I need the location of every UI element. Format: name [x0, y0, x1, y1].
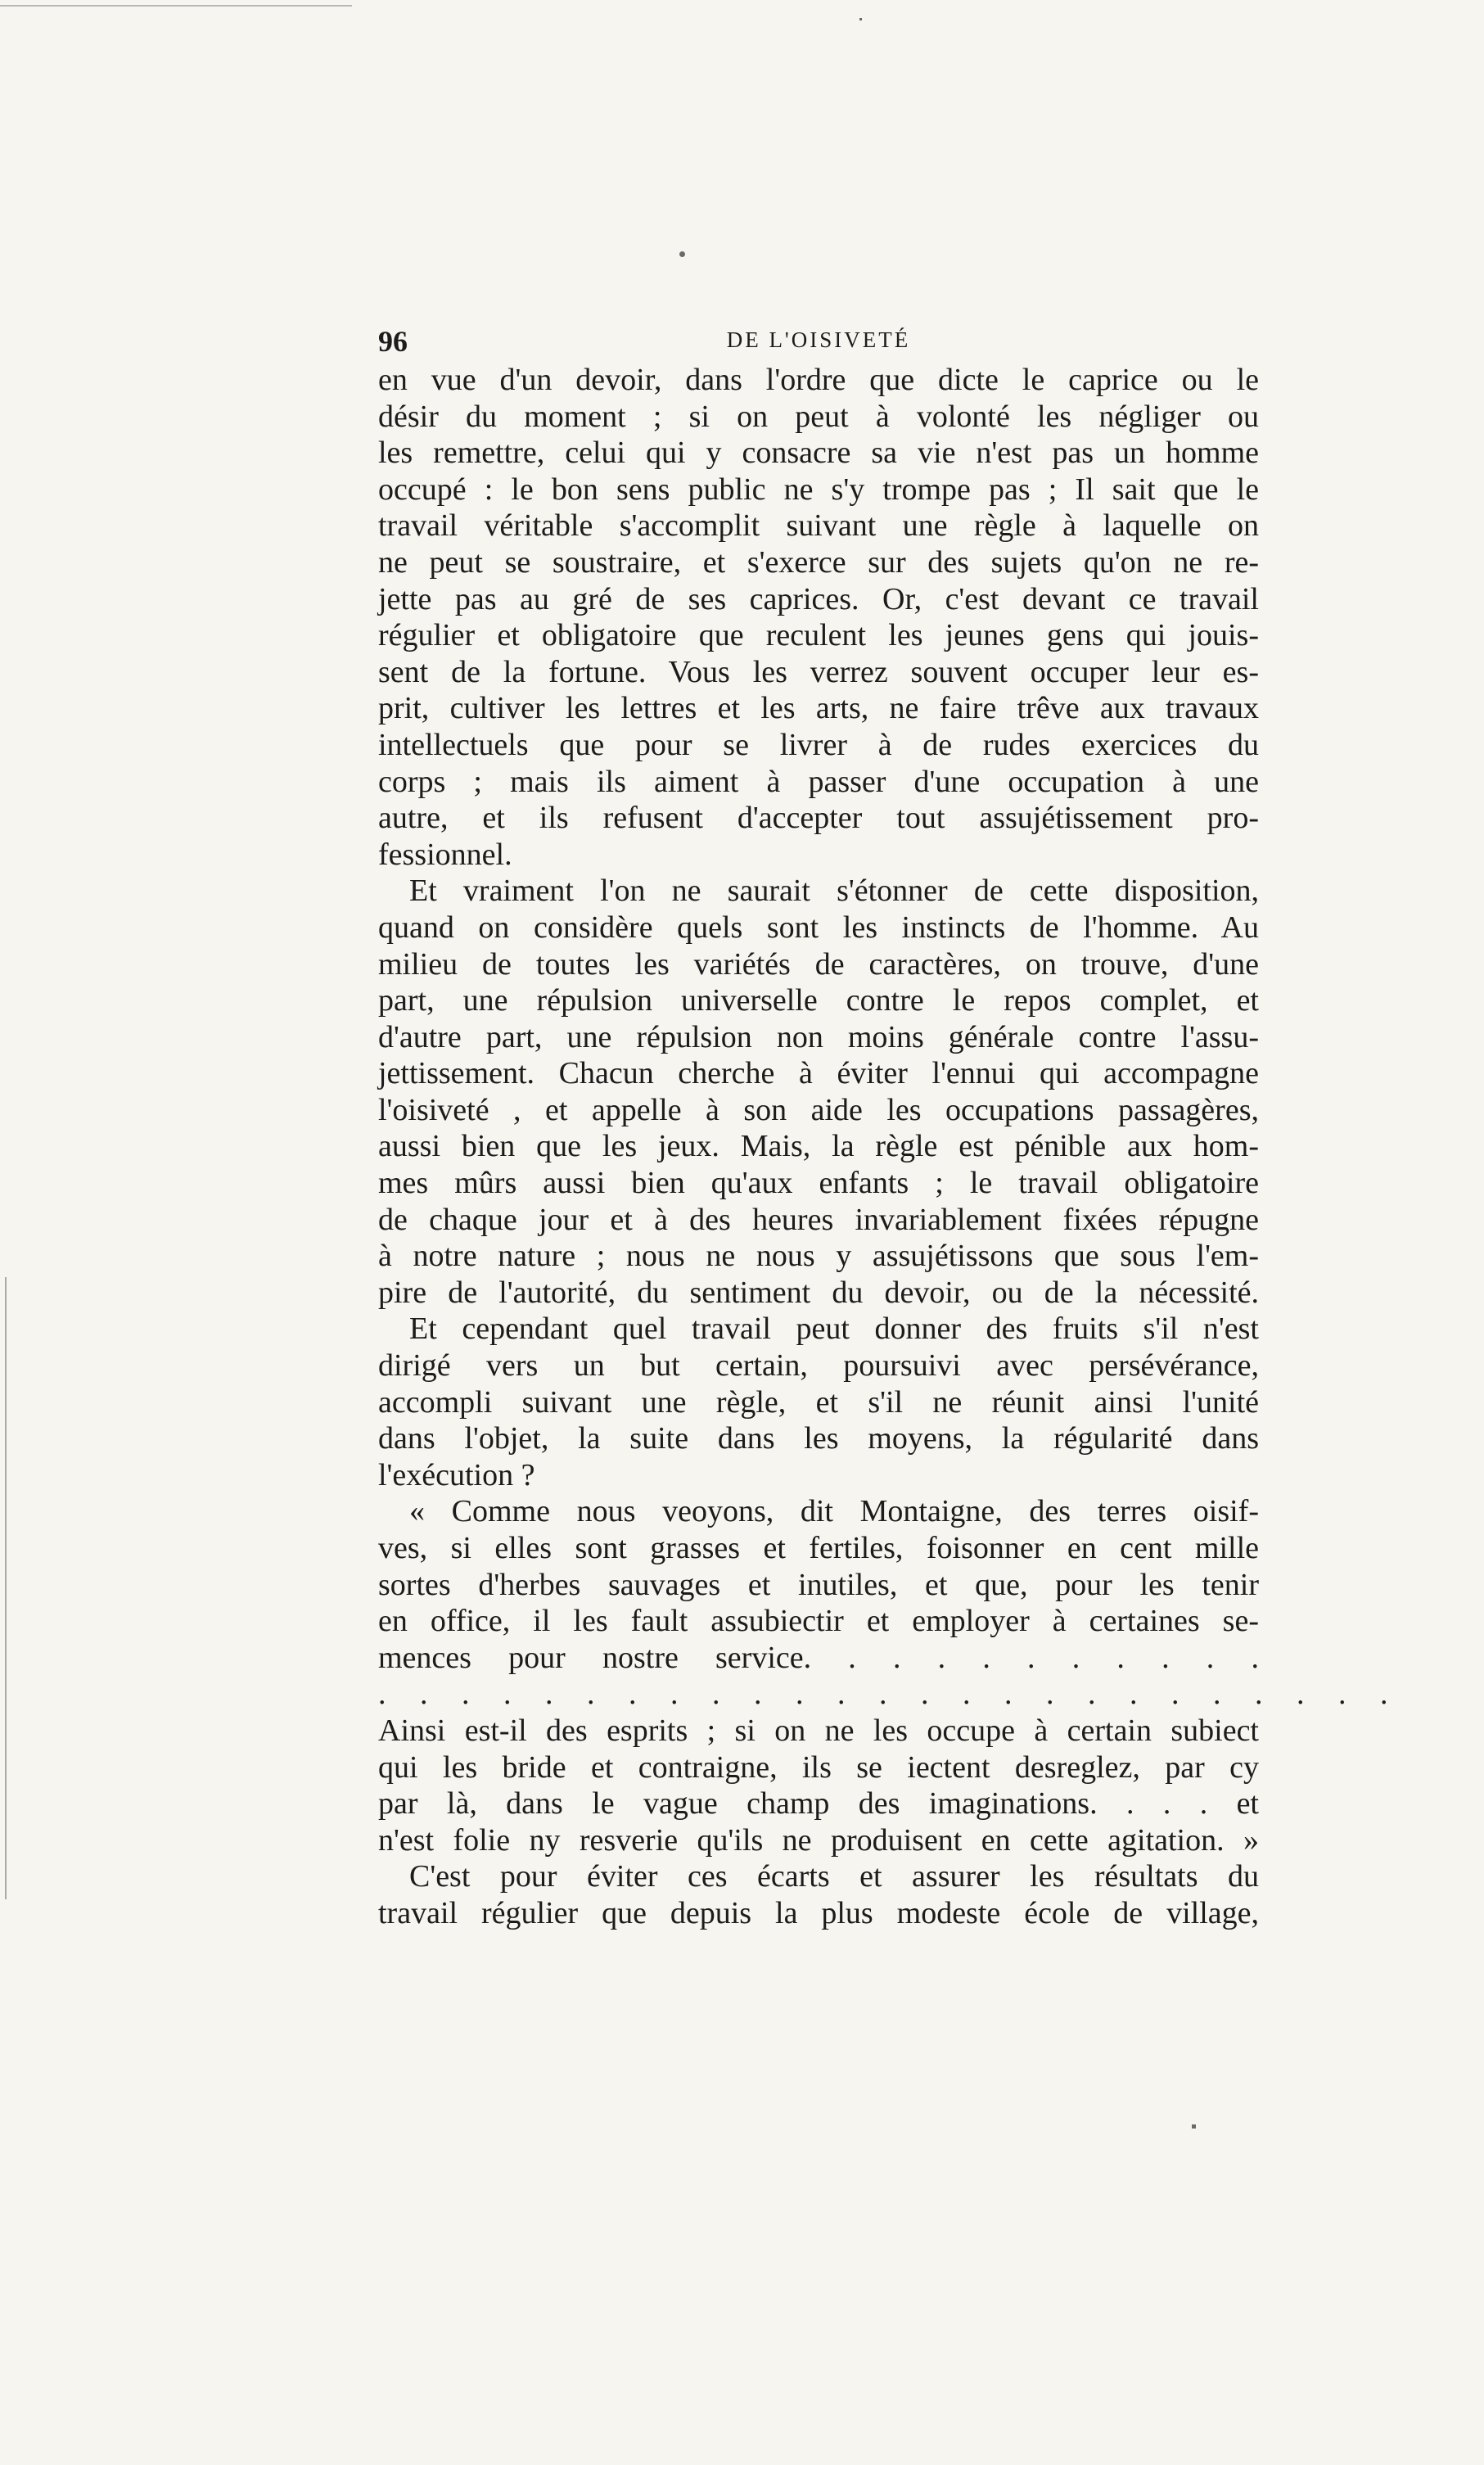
scan-speck — [1192, 2124, 1196, 2129]
page-header — [378, 324, 1259, 362]
text-line: part, une répulsion universelle contre le repos complet, et — [378, 983, 1259, 1018]
text-line: autre, et ils refusent d'accepter tout assujétissement pro- — [378, 801, 1259, 836]
text-line: jette pas au gré de ses caprices. Or, c'est devant ce travail — [378, 581, 1259, 616]
text-line: prit, cultiver les lettres et les arts, ne faire trêve aux travaux — [378, 691, 1259, 726]
text-line: milieu de toutes les variétés de caractères, on trouve, d'une — [378, 946, 1259, 982]
text-line: mences pour nostre service. . . . . . . . . . . — [378, 1640, 1259, 1675]
running-title: DE L'OISIVETÉ — [726, 327, 911, 352]
text-line: dans l'objet, la suite dans les moyens, la régularité dans — [378, 1421, 1259, 1456]
text-line: « Comme nous veoyons, dit Montaigne, des terres oisif- — [409, 1494, 1259, 1529]
text-line: travail régulier que depuis la plus modeste école de village, — [378, 1895, 1259, 1930]
text-line: corps ; mais ils aiment à passer d'une occupation à une — [378, 764, 1259, 799]
text-line: quand on considère quels sont les instincts de l'homme. Au — [378, 910, 1259, 945]
scan-speck — [859, 18, 862, 20]
text-line: accompli suivant une règle, et s'il ne réunit ainsi l'unité — [378, 1384, 1259, 1420]
text-line: en vue d'un devoir, dans l'ordre que dicte le caprice ou le — [378, 363, 1259, 397]
text-line: occupé : le bon sens public ne s'y trompe pas ; Il sait que le — [378, 472, 1259, 507]
text-line: intellectuels que pour se livrer à de rudes exercices du — [378, 727, 1259, 762]
text-line: ne peut se soustraire, et s'exerce sur des sujets qu'on ne re- — [378, 544, 1259, 580]
text-line: fessionnel. — [378, 837, 512, 872]
text-line: travail véritable s'accomplit suivant une règle à laquelle on — [378, 508, 1259, 544]
text-line: l'oisiveté , et appelle à son aide les occupations passagères, — [378, 1092, 1259, 1127]
text-line: en office, il les fault assubiectir et employer à certaines se- — [378, 1604, 1259, 1639]
page-number: 96 — [378, 325, 408, 358]
body-text — [378, 362, 1401, 1932]
text-line: aussi bien que les jeux. Mais, la règle est pénible aux hom- — [378, 1129, 1259, 1164]
text-line: Ainsi est-il des esprits ; si on ne les occupe à certain subiect — [378, 1713, 1259, 1748]
text-line: Et vraiment l'on ne saurait s'étonner de cette disposition, — [409, 874, 1259, 909]
text-line: ves, si elles sont grasses et fertiles, foisonner en cent mille — [378, 1531, 1259, 1565]
text-line: de chaque jour et à des heures invariablement fixées répugne — [378, 1202, 1259, 1237]
text-line: d'autre part, une répulsion non moins générale contre l'assu- — [378, 1019, 1259, 1054]
text-line: l'exécution ? — [378, 1457, 535, 1492]
text-line: les remettre, celui qui y consacre sa vie n'est pas un homme — [378, 436, 1259, 471]
text-line: dirigé vers un but certain, poursuivi avec persévérance, — [378, 1348, 1259, 1384]
text-line: sortes d'herbes sauvages et inutiles, et que, pour les tenir — [378, 1567, 1259, 1602]
scan-speck — [679, 251, 685, 257]
text-line: sent de la fortune. Vous les verrez souvent occuper leur es- — [378, 654, 1259, 689]
text-line: désir du moment ; si on peut à volonté les négliger ou — [378, 399, 1259, 434]
text-line: pire de l'autorité, du sentiment du devoir, ou de la nécessité. — [378, 1275, 1259, 1310]
text-line: à notre nature ; nous ne nous y assujétissons que sous l'em- — [378, 1239, 1259, 1274]
text-line: mes mûrs aussi bien qu'aux enfants ; le travail obligatoire — [378, 1166, 1259, 1201]
scan-edge-line-left — [5, 1277, 7, 1899]
text-line: C'est pour éviter ces écarts et assurer les résultats du — [409, 1859, 1259, 1894]
text-line: régulier et obligatoire que reculent les jeunes gens qui jouis- — [378, 618, 1259, 653]
text-line: n'est folie ny resverie qu'ils ne produisent en cette agitation. » — [378, 1822, 1259, 1858]
ellipsis-line: . . . . . . . . . . . . . . . . . . . . . . . . . — [378, 1677, 1401, 1712]
text-line: par là, dans le vague champ des imaginations. . . . et — [378, 1786, 1259, 1822]
scan-edge-rule-top — [0, 5, 352, 7]
text-line: Et cependant quel travail peut donner des fruits s'il n'est — [409, 1312, 1259, 1347]
text-line: jettissement. Chacun cherche à éviter l'ennui qui accompagne — [378, 1056, 1259, 1091]
text-line: qui les bride et contraigne, ils se iectent desreglez, par cy — [378, 1749, 1259, 1785]
